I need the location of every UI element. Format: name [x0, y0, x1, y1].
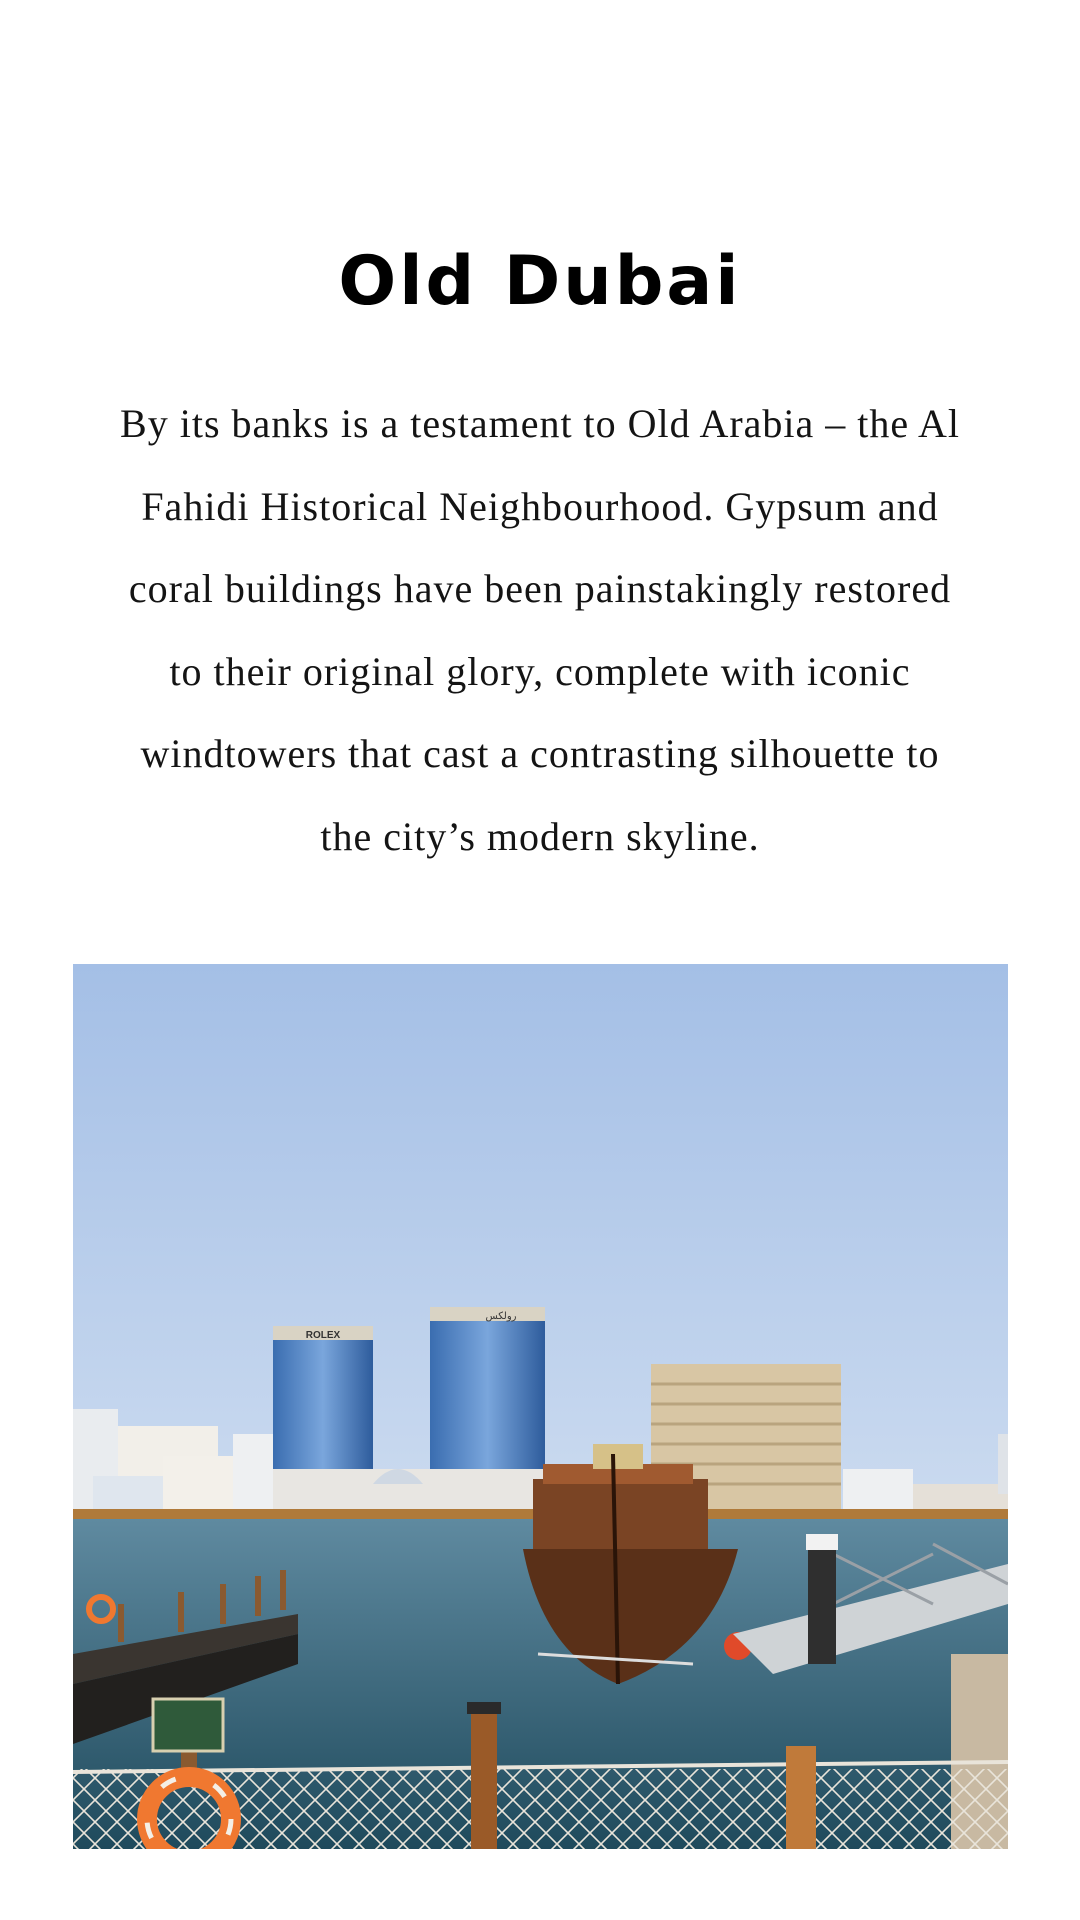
- tower-sign-left: ROLEX: [305, 1330, 341, 1341]
- dubai-creek-photo: [73, 964, 1008, 1849]
- page-title: Old Dubai: [338, 242, 742, 321]
- article-paragraph: By its banks is a testament to Old Arabia – the Al Fahidi Historical Neighbourhood. Gypsum and coral buildings have been painstakingly restored to their original glory, complete with iconic windtowers that cast a contrasting silhouette to the city’s modern skyline.: [120, 401, 960, 859]
- tower-sign-right: رولكس: [485, 1311, 517, 1322]
